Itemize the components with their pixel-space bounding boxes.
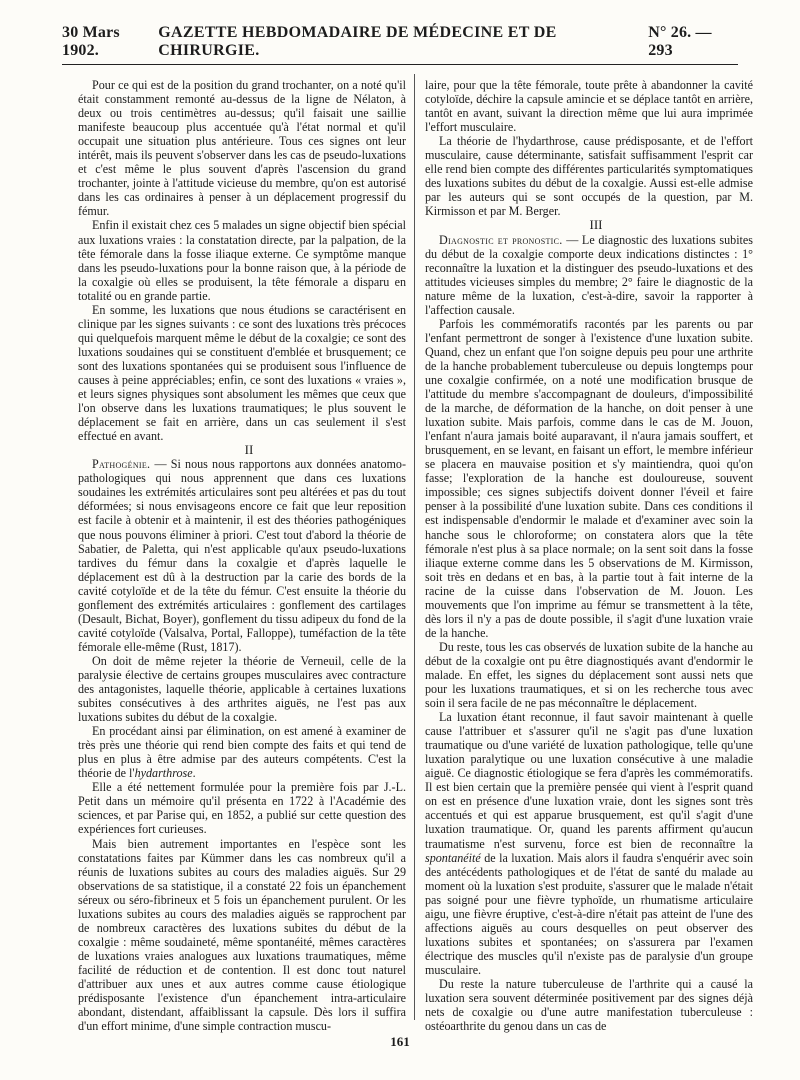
paragraph: laire, pour que la tête fémorale, toute prête à abandonner la cavité cotyloïde, déchire la capsule amincie et se déplace tantôt en arrière, tantôt en avant, suivant la direction même que lui aura imprimée l'effort musculaire.	[425, 78, 753, 135]
paragraph	[78, 457, 406, 654]
running-header	[62, 24, 738, 60]
paragraph: Mais bien autrement importantes en l'espèce sont les constatations faites par Kümmer dans les cas nombreux qu'il a réunis de luxations subites au cours des maladies aiguës. Sur 29 observations de sa statistique, il a constaté 22 fois un épanchement séreux ou séro-fibrineux et 5 fois un épanchement purulent. Or les luxations subites au cours des maladies aiguës se rapprochent par de nombreux caractères des luxations subites du début de la coxalgie : même soudaineté, même spontanéité, mêmes caractères de luxations vraies analogues aux luxations traumatiques, même facilité de réduction et de contention. Il est donc tout naturel d'attribuer aux unes et aux autres comme cause étiologique prédisposante l'existence d'un épanchement intra-articulaire abondant, distendant, affaiblissant la capsule. Dès lors il suffira d'un effort minime, d'une simple contraction muscu-	[78, 836, 406, 1034]
section-number: II	[244, 442, 254, 458]
section-number: III	[589, 217, 603, 233]
paragraph-text: de la luxation. Mais alors il faudra s'enquérir avec soin des antécédents pathologiques et de l'état de santé du malade au moment où la luxation s'est produite, s'assurer que le malade n'était pas soigné pour une fièvre typhoïde, un rhumatisme articulaire aigu, une fièvre éruptive, c'est-à-dire n'était pas atteint de l'une des affections aiguës au cours desquelles on peut observer des luxations subites et spontanées; on s'assurera par l'examen électrique des muscles qu'il n'existe pas de paralysie d'un groupe musculaire.	[425, 850, 753, 977]
header-rule	[62, 64, 738, 65]
left-column	[78, 78, 406, 1033]
section-heading: Diagnostic et pronostic.	[439, 232, 563, 247]
paragraph	[425, 710, 753, 977]
issue-and-page-number: N° 26. — 293	[648, 24, 712, 59]
section-heading: Pathogénie.	[92, 457, 151, 472]
paragraph: Parfois les commémoratifs racontés par les parents ou par l'enfant permettront de songer à l'existence d'une luxation subite. Quand, chez un enfant que l'on soigne depuis peu pour une arthrite de la hanche probablement tuberculeuse ou depuis longtemps pour une coxalgie confirmée, on a noté une modification brusque de l'attitude du membre s'accompagnant de douleurs, d'impossibilité de la marche, de déformation de la hanche, on doit penser à une luxation subite. Mais parfois, comme dans le cas de M. Jouon, l'enfant n'aura jamais boité auparavant, il n'aura jamais souffert, et brusquement, en se levant, en faisant un effort, le membre inférieur se placera en mauvaise position et s'y maintiendra, quoi qu'on fasse; l'exploration de la hanche est douloureuse, souvent impossible; ces signes subjectifs doivent donner l'éveil et faire penser à la possibilité d'une luxation subite. Dans ces conditions il est indispensable d'endormir le malade et d'examiner avec soin la hanche sous le chloroforme; on constatera alors que la tête fémorale n'est plus à sa place normale; on la sent soit dans la fosse iliaque externe comme dans les 5 observations de M. Kirmisson, soit très en dedans et en bas, à la partie tout à fait interne de la racine de la cuisse dans l'observation de M. Jouon. Les mouvements que l'on imprime au fémur se transmettent à la tête, dès lors il n'y a pas de doute possible, il s'agit d'une luxation vraie de la hanche.	[425, 316, 753, 640]
paragraph-text: .	[192, 766, 196, 781]
paragraph-text: — Si nous nous rapportons aux données anatomo-pathologiques qui nous apprennent que dans ces luxations soudaines les extrémités articulaires sont peu altérées et pas du tout déformées; si nous envisageons encore ce fait que leur reposition est facile à obtenir et à maintenir, il est des théories pathogéniques que nous pouvons éliminer à priori. C'est tout d'abord la théorie de Sabatier, de Paletta, qui n'est applicable qu'aux pseudo-luxations tardives du fémur dans la coxalgie et d'après laquelle le déplacement est dû à la destruction par la carie des bords de la cavité cotyloïde et de la tête du fémur. C'est ensuite la théorie du gonflement des extrémités articulaires : gonflement des cartilages (Desault, Bichat, Boyer), gonflement du tissu adipeux du fond de la cavité cotyloïde (Valsalva, Portal, Falloppe), tuméfaction de la tête fémorale elle-même (Rust, 1817).	[78, 457, 406, 654]
paragraph-text: La luxation étant reconnue, il faut savoir maintenant à quelle cause l'attribuer et s'assurer qu'il ne s'agit pas d'une luxation traumatique ou d'une variété de luxation pathologique, telle qu'une luxation paralytique ou une luxation consécutive à une maladie aiguë. Ce diagnostic étiologique se fera d'après les commémoratifs. Il est bien certain que la première pensée qui vient à l'esprit quand on est en présence d'une luxation vraie, dont les signes sont très accentués et qui est apparue brusquement, est qu'il s'agit d'une luxation traumatique. Or, quand les parents affirment qu'aucun traumatisme n'est survenu, force est bien de reconnaître la	[425, 710, 753, 851]
right-column	[425, 78, 753, 1033]
paragraph: Enfin il existait chez ces 5 malades un signe objectif bien spécial aux luxations vraies : la constatation directe, par la palpation, de la tête fémorale dans la fosse iliaque externe. Ce symptôme manque dans les pseudo-luxations pour la bonne raison que, à la période de la coxalgie où elles se produisent, la tête fémorale a disparu en totalité ou en grande partie.	[78, 218, 406, 303]
paragraph: En somme, les luxations que nous étudions se caractérisent en clinique par les signes suivants : ce sont des luxations très précoces qui quelquefois marquent même le début de la coxalgie; ce sont des luxations soudaines qui se constituent d'emblée et brusquement; ce sont des luxations spontanées qui se produisent sous l'influence de causes à peine appréciables; enfin, ce sont des luxations « vraies », et leurs signes physiques sont absolument les mêmes que ceux que l'on observe dans les luxations traumatiques; le plus souvent le déplacement se fait en arrière, dans un cas seulement il s'est effectué en avant.	[78, 302, 406, 444]
paragraph: Du reste la nature tuberculeuse de l'arthrite qui a causé la luxation sera souvent déterminée positivement par des signes déjà nets de coxalgie ou d'une autre manifestation tuberculeuse : ostéoarthrite du genou dans un cas de	[425, 977, 753, 1034]
paragraph-text: — Le diagnostic des luxations subites du début de la coxalgie comporte deux indications distinctes : 1° reconnaître la luxation et la distinguer des pseudo-luxations et des attitudes vicieuses simples du membre; 2° faire le diagnostic de la nature même de la luxation, c'est-à-dire, savoir la rapporter à l'affection causale.	[425, 232, 753, 317]
paragraph: Elle a été nettement formulée pour la première fois par J.-L. Petit dans un mémoire qu'il présenta en 1722 à l'Académie des sciences, et par Parise qui, en 1852, a publié sur cette question des expériences fort curieuses.	[78, 780, 406, 837]
paragraph: On doit de même rejeter la théorie de Verneuil, celle de la paralysie élective de certains groupes musculaires avec contracture des antagonistes, laquelle théorie, applicable à certaines luxations subites consécutives à des arthrites aiguës, ne l'est pas aux luxations subites du début de la coxalgie.	[78, 653, 406, 725]
page-folio: 161	[390, 1034, 410, 1049]
issue-date: 30 Mars 1902.	[62, 24, 120, 59]
paragraph: Du reste, tous les cas observés de luxation subite de la hanche au début de la coxalgie ont pu être diagnostiqués avant d'endormir le malade. En effet, les signes du déplacement sont aussi nets que pour les luxations traumatiques, et si on les recherche tous avec soin il sera facile de ne pas méconnaître le déplacement.	[425, 639, 754, 711]
paragraph-text: En procédant ainsi par élimination, on est amené à examiner de très près une théorie qui rend bien compte des faits et qui tend de plus en plus à être admise par des auteurs compétents. C'est la théorie de l'	[78, 724, 406, 781]
paragraph	[425, 233, 753, 317]
paragraph	[78, 724, 406, 780]
emphasis: spontanéité	[425, 850, 481, 865]
paragraph: La théorie de l'hydarthrose, cause prédisposante, et de l'effort musculaire, cause déterminante, satisfait suffisamment l'esprit car elle rend bien compte des différentes particularités symptomatiques des luxations subites du début de la coxalgie. Aussi est-elle admise par les auteurs qui se sont occupés de la question, par M. Kirmisson et par M. Berger.	[425, 134, 753, 219]
emphasis: hydarthrose	[134, 766, 193, 781]
journal-title: GAZETTE HEBDOMADAIRE DE MÉDECINE ET DE CHIRURGIE.	[158, 24, 557, 59]
paragraph: Pour ce qui est de la position du grand trochanter, on a noté qu'il était constamment remonté au-dessus de la ligne de Nélaton, à deux ou trois centimètres au-dessus; qu'il faisait une saillie manifeste beaucoup plus accentuée qu'à l'état normal et qu'il occupait une situation plus antérieure. Tous ces signes ont leur intérêt, mais ils peuvent s'observer dans les cas de pseudo-luxations et c'est même le plus souvent d'après l'ascension du grand trochanter, jointe à l'attitude vicieuse du membre, qu'on est autorisé dans les cas ordinaires à penser à un déplacement progressif du fémur.	[78, 78, 406, 219]
column-divider	[414, 74, 415, 1020]
